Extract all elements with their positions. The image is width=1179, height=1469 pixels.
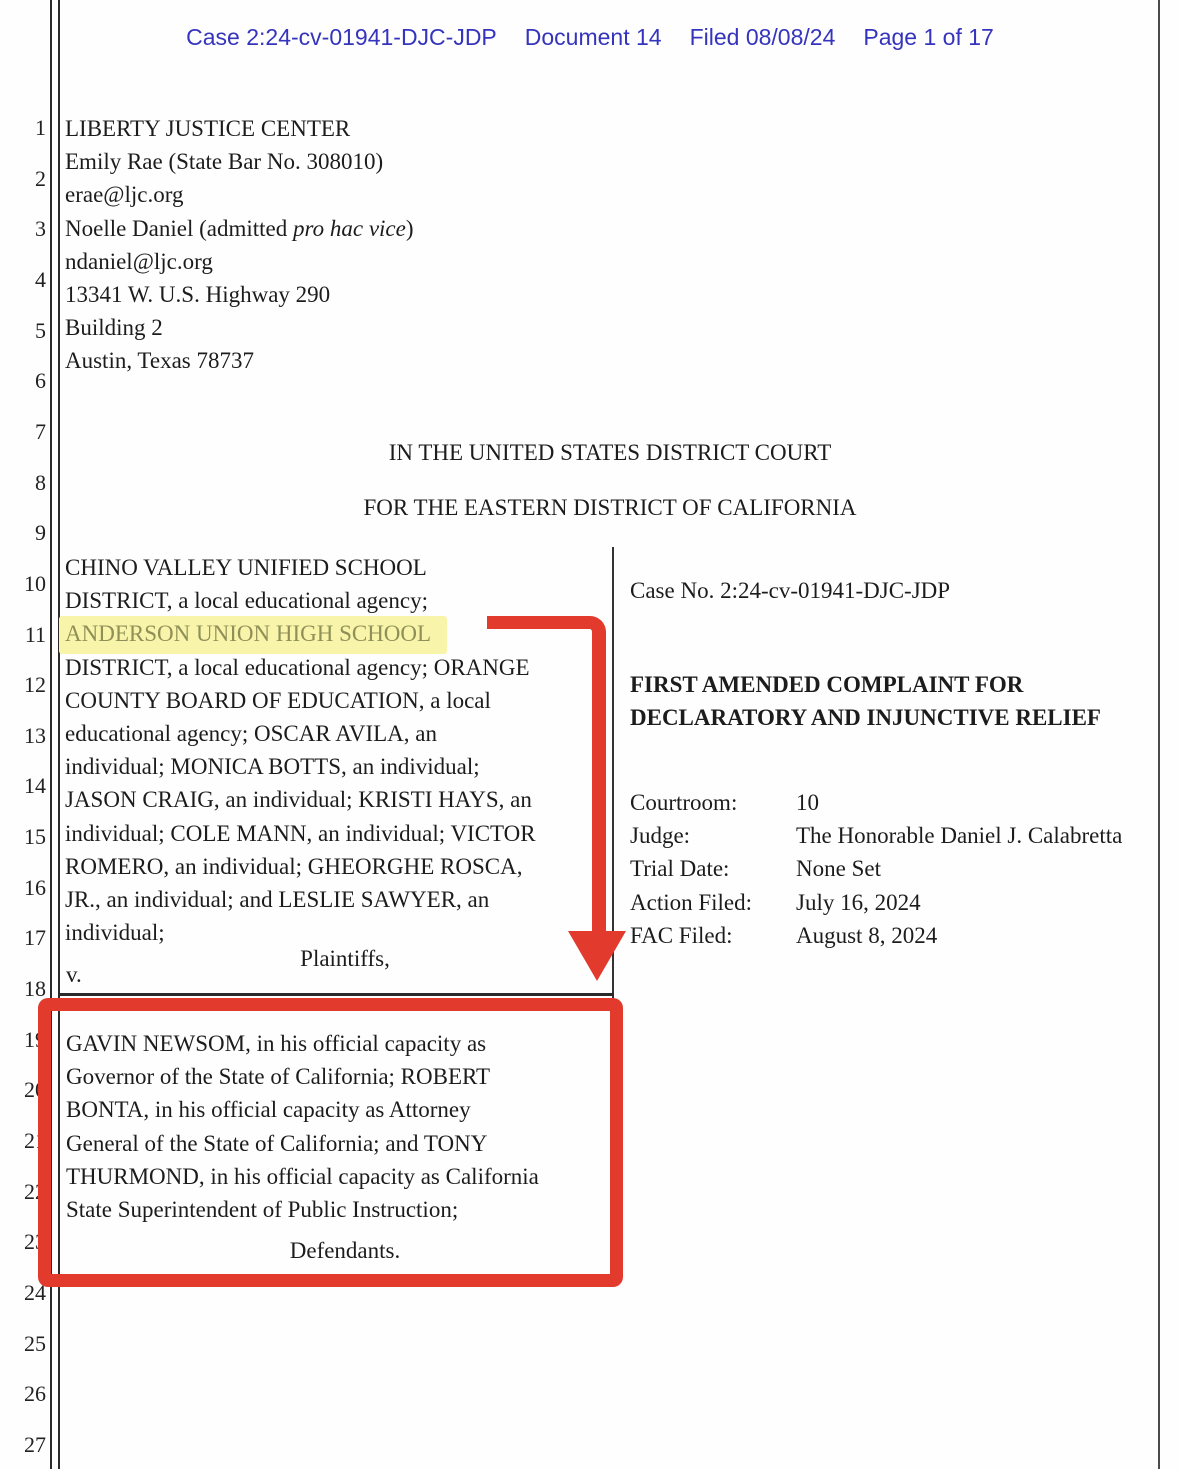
plaintiff-line: COUNTY BOARD OF EDUCATION, a local <box>65 687 491 713</box>
defendants-role-label: Defendants. <box>289 1238 401 1263</box>
line-number: 8 <box>35 469 46 495</box>
line-number: 16 <box>24 874 46 900</box>
firm-name: LIBERTY JUSTICE CENTER <box>65 116 351 141</box>
line-number: 4 <box>35 266 46 292</box>
plaintiff-line: educational agency; OSCAR AVILA, an <box>65 721 437 747</box>
firm-address-city: Austin, Texas 78737 <box>65 348 254 374</box>
line-number: 22 <box>24 1178 46 1204</box>
defendant-line: BONTA, in his official capacity as Attorney <box>66 1097 471 1123</box>
line-number: 26 <box>24 1381 46 1407</box>
detail-row-action-filed: Action Filed: July 16, 2024 <box>630 889 921 915</box>
plaintiffs-role-label: Plaintiffs, <box>300 946 390 971</box>
caption-horizontal-rule <box>58 993 614 996</box>
defendant-line: Governor of the State of California; ROBERT <box>66 1064 491 1090</box>
ecf-filed-date: Filed 08/08/24 <box>689 24 836 50</box>
line-number: 2 <box>35 165 46 191</box>
defendant-line: General of the State of California; and TONY <box>66 1130 488 1156</box>
line-number: 1 <box>35 115 46 140</box>
detail-row-fac-filed: FAC Filed: August 8, 2024 <box>630 922 938 948</box>
attorney-name: Emily Rae (State Bar No. 308010) <box>65 149 384 175</box>
attorney-email: erae@ljc.org <box>65 182 184 208</box>
attorney-name-2: Noelle Daniel (admitted pro hac vice) <box>65 215 414 241</box>
line-number: 23 <box>24 1229 46 1255</box>
line-number: 15 <box>24 824 46 850</box>
line-number: 17 <box>24 925 46 951</box>
complaint-title: FIRST AMENDED COMPLAINT FOR DECLARATORY AND INJUNCTIVE RELIEF <box>630 672 1101 731</box>
ecf-header <box>40 24 1140 51</box>
line-number: 13 <box>24 722 46 748</box>
line-number: 7 <box>35 418 46 444</box>
case-number: Case No. 2:24-cv-01941-DJC-JDP <box>630 578 951 603</box>
plaintiff-line: ROMERO, an individual; GHEORGHE ROSCA, <box>65 853 523 879</box>
line-number: 18 <box>24 976 46 1002</box>
plaintiff-line: DISTRICT, a local educational agency; <box>65 588 428 614</box>
plaintiff-line: individual; <box>65 920 165 946</box>
pleading-right-rule <box>1158 0 1160 1469</box>
line-number: 5 <box>35 317 46 343</box>
annotation-arrow-shaft <box>487 616 606 949</box>
plaintiff-line: CHINO VALLEY UNIFIED SCHOOL <box>65 555 427 580</box>
detail-row-judge: Judge: The Honorable Daniel J. Calabretta <box>630 823 1123 849</box>
line-number: 24 <box>24 1279 46 1305</box>
plaintiff-line: JASON CRAIG, an individual; KRISTI HAYS, an <box>65 787 532 813</box>
line-number: 11 <box>24 621 46 647</box>
court-title-line-2: FOR THE EASTERN DISTRICT OF CALIFORNIA <box>363 495 857 520</box>
line-number: 25 <box>24 1330 46 1356</box>
line-number: 9 <box>35 520 46 546</box>
ecf-case-number: Case 2:24-cv-01941-DJC-JDP <box>186 24 497 50</box>
attorney-email-2: ndaniel@ljc.org <box>65 248 213 274</box>
line-number: 10 <box>24 570 46 596</box>
plaintiff-line: individual; MONICA BOTTS, an individual; <box>65 754 480 780</box>
line-number: 12 <box>24 672 46 698</box>
plaintiff-line <box>65 617 536 650</box>
defendant-line: GAVIN NEWSOM, in his official capacity as <box>66 1031 487 1056</box>
case-details <box>630 786 1122 952</box>
defendant-line: THURMOND, in his official capacity as California <box>66 1163 539 1189</box>
plaintiff-line: DISTRICT, a local educational agency; ORANGE <box>65 654 530 680</box>
detail-row-trial-date: Trial Date: None Set <box>630 856 881 882</box>
defendant-line: State Superintendent of Public Instruction; <box>66 1197 459 1223</box>
plaintiff-line: JR., an individual; and LESLIE SAWYER, an <box>65 887 490 913</box>
ecf-page-count: Page 1 of 17 <box>863 24 994 50</box>
highlighted-text: ANDERSON UNION HIGH SCHOOL <box>59 616 447 654</box>
line-number: 20 <box>24 1077 46 1103</box>
annotation-highlight-box <box>38 998 623 1287</box>
versus-label: v. <box>66 962 82 987</box>
firm-address-street: 13341 W. U.S. Highway 290 <box>65 282 331 308</box>
plaintiff-line: individual; COLE MANN, an individual; VICTOR <box>65 820 536 846</box>
line-number: 21 <box>24 1128 46 1153</box>
plaintiffs-block <box>65 551 536 949</box>
attorney-block <box>65 112 414 378</box>
line-number: 19 <box>24 1026 46 1052</box>
firm-address-building: Building 2 <box>65 315 163 341</box>
line-number: 27 <box>24 1431 46 1457</box>
detail-row-courtroom: Courtroom: 10 <box>630 790 819 815</box>
ecf-document-number: Document 14 <box>524 24 662 50</box>
court-title-line-1: IN THE UNITED STATES DISTRICT COURT <box>388 440 832 465</box>
annotation-arrow-head-icon <box>568 931 626 981</box>
line-number: 6 <box>35 368 46 394</box>
line-number: 14 <box>24 773 46 799</box>
line-number: 3 <box>35 216 46 242</box>
